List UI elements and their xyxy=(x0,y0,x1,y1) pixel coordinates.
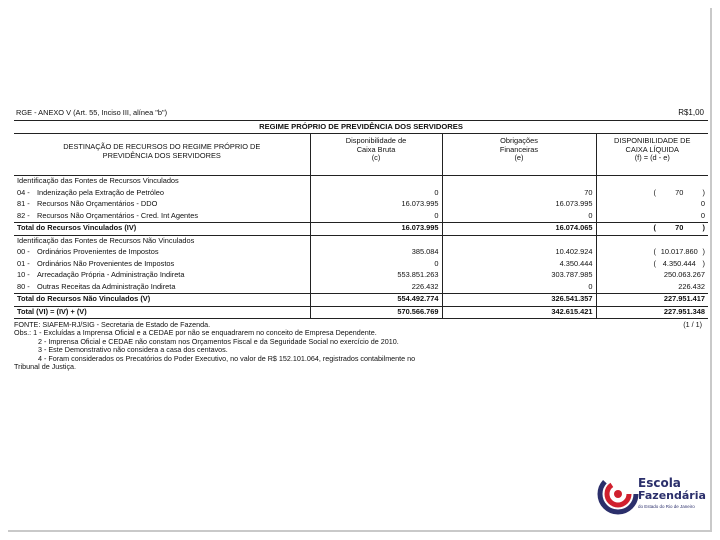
net-cash-value: 226.432 xyxy=(678,281,705,291)
total-gross-cash: 554.492.774 xyxy=(310,294,442,307)
total-obligations: 16.074.065 xyxy=(442,223,596,236)
total-net-cash: ( 70 ) xyxy=(596,223,708,236)
section-row-unlinked xyxy=(14,235,708,247)
row-label-cell xyxy=(14,199,310,211)
col-header-gross-cash-l1: Disponibilidade de xyxy=(345,136,407,145)
net-cash-value: 0 xyxy=(700,210,705,220)
row-label-cell xyxy=(14,270,310,282)
net-cash-cell xyxy=(596,211,708,223)
net-cash-value: 70 xyxy=(675,187,684,197)
table-row xyxy=(14,270,708,282)
total-label: Total do Recursos Não Vinculados (V) xyxy=(14,294,310,307)
table-row xyxy=(14,259,708,271)
fund-code: 00 - xyxy=(17,247,30,257)
table-row xyxy=(14,247,708,259)
fund-label: Recursos Não Orçamentários - Cred. Int Agentes xyxy=(37,210,199,220)
obligations-value: 70 xyxy=(442,188,596,200)
gross-cash-value: 226.432 xyxy=(310,282,442,294)
gross-cash-value: 0 xyxy=(310,259,442,271)
net-cash-value: 10.017.860 xyxy=(660,247,698,257)
col-header-obligations xyxy=(442,134,596,176)
table-row xyxy=(14,211,708,223)
gross-cash-value: 0 xyxy=(310,211,442,223)
fund-code: 10 - xyxy=(17,270,30,280)
col-header-obligations-l2: Financeiras xyxy=(499,144,539,154)
fund-label: Recursos Não Orçamentários - DDO xyxy=(37,199,158,209)
gross-cash-value: 16.073.995 xyxy=(310,199,442,211)
table-title: REGIME PRÓPRIO DE PREVIDÊNCIA DOS SERVIDORES xyxy=(14,121,708,134)
fund-code: 82 - xyxy=(17,210,30,220)
net-cash-cell xyxy=(596,199,708,211)
col-header-net-cash-l3: (f) = (d - e) xyxy=(634,153,670,163)
unlinked-resources-rows xyxy=(14,247,708,294)
total-label: Total (VI) = (IV) + (V) xyxy=(14,306,310,319)
obligations-value: 0 xyxy=(442,282,596,294)
grand-total-row xyxy=(14,306,708,319)
row-label-cell xyxy=(14,211,310,223)
footnotes xyxy=(14,321,708,372)
obligations-value: 303.787.985 xyxy=(442,270,596,282)
fund-label: Arrecadação Própria - Administração Indireta xyxy=(37,270,185,280)
total-label: Total do Recursos Vinculados (IV) xyxy=(14,223,310,236)
fund-label: Ordinários Não Provenientes de Impostos xyxy=(37,258,175,268)
col-header-obligations-l3: (e) xyxy=(514,153,524,163)
col-header-net-cash-l2: CAIXA LÍQUIDA xyxy=(625,144,679,154)
obligations-value: 10.402.924 xyxy=(442,247,596,259)
total-gross-cash: 16.073.995 xyxy=(310,223,442,236)
logo-line-1: Escola xyxy=(638,476,681,490)
col-header-destination xyxy=(14,134,310,176)
fund-code: 01 - xyxy=(17,258,30,268)
net-cash-cell: ( 4.350.444 ) xyxy=(596,259,708,271)
gross-cash-value: 0 xyxy=(310,188,442,200)
table-row xyxy=(14,188,708,200)
net-cash-value: 250.063.267 xyxy=(663,270,705,280)
section-label: Identificação das Fontes de Recursos Vinculados xyxy=(17,176,179,186)
fund-code: 04 - xyxy=(17,187,30,197)
section-label: Identificação das Fontes de Recursos Não Vinculados xyxy=(17,235,195,245)
note-2: 2 - Imprensa Oficial e CEDAE não constam nos Orçamentos Fiscal e da Seguridade Social no exercício de 2010. xyxy=(38,336,399,346)
page-indicator: (1 / 1) xyxy=(683,320,702,329)
row-label-cell xyxy=(14,188,310,200)
net-cash-cell: ( 70 ) xyxy=(596,188,708,200)
report-header xyxy=(14,108,708,120)
document-page xyxy=(14,108,708,372)
rpps-table xyxy=(14,120,708,319)
net-cash-cell: ( 10.017.860 ) xyxy=(596,247,708,259)
row-label-cell xyxy=(14,282,310,294)
logo-swirl-icon xyxy=(596,472,640,516)
total-gross-cash: 570.566.769 xyxy=(310,306,442,319)
total-obligations: 342.615.421 xyxy=(442,306,596,319)
note-4: 4 - Foram considerados os Precatórios do Poder Executivo, no valor de R$ 152.101.064, registrados contabilmente no xyxy=(38,353,416,363)
currency-unit: R$1,00 xyxy=(678,108,704,117)
source-note: FONTE: SIAFEM-RJ/SIG - Secretaria de Estado de Fazenda. xyxy=(14,320,211,329)
col-header-obligations-l1: Obrigações xyxy=(500,136,538,145)
obligations-value: 0 xyxy=(442,211,596,223)
col-header-net-cash-l1: DISPONIBILIDADE DE xyxy=(614,136,691,145)
col-header-destination-l2: PREVIDÊNCIA DOS SERVIDORES xyxy=(102,150,221,160)
table-title-row xyxy=(14,121,708,134)
table-row xyxy=(14,199,708,211)
obligations-value: 16.073.995 xyxy=(442,199,596,211)
fund-code: 81 - xyxy=(17,199,30,209)
col-header-gross-cash-l3: (c) xyxy=(371,153,381,163)
logo-line-2: Fazendária xyxy=(638,489,706,502)
row-label-cell xyxy=(14,247,310,259)
net-cash-cell xyxy=(596,282,708,294)
col-header-gross-cash-l2: Caixa Bruta xyxy=(356,144,396,154)
gross-cash-value: 385.084 xyxy=(310,247,442,259)
net-cash-value: 0 xyxy=(700,199,705,209)
fund-label: Indenização pela Extração de Petróleo xyxy=(37,187,164,197)
report-annex-label: RGE - ANEXO V (Art. 55, Inciso III, alínea "b") xyxy=(16,108,168,117)
col-header-gross-cash xyxy=(310,134,442,176)
note-1: Obs.: 1 - Excluídas a Imprensa Oficial e a CEDAE por não se enquadrarem no conceito de Empresa Dependente. xyxy=(14,328,377,338)
total-net-cash: 227.951.417 xyxy=(596,294,708,307)
total-obligations: 326.541.357 xyxy=(442,294,596,307)
fund-code: 80 - xyxy=(17,281,30,291)
net-cash-value: 4.350.444 xyxy=(662,258,696,268)
net-cash-cell xyxy=(596,270,708,282)
table-row xyxy=(14,282,708,294)
total-row-unlinked xyxy=(14,294,708,307)
col-header-net-cash xyxy=(596,134,708,176)
fund-label: Ordinários Provenientes de Impostos xyxy=(37,247,159,257)
logo-line-3: do Estado do Rio de Janeiro xyxy=(638,504,695,509)
total-net-cash: 227.951.348 xyxy=(596,306,708,319)
obligations-value: 4.350.444 xyxy=(442,259,596,271)
note-3: 3 - Este Demonstrativo não considera a casa dos centavos. xyxy=(38,345,228,355)
linked-resources-rows xyxy=(14,188,708,223)
column-header-row xyxy=(14,134,708,176)
col-header-destination-l1: DESTINAÇÃO DE RECURSOS DO REGIME PRÓPRIO DE xyxy=(63,142,261,151)
note-4-continued: Tribunal de Justiça. xyxy=(14,362,77,372)
gross-cash-value: 553.851.263 xyxy=(310,270,442,282)
fund-label: Outras Receitas da Administração Indireta xyxy=(37,281,176,291)
total-row-linked xyxy=(14,223,708,236)
escola-fazendaria-logo xyxy=(596,472,714,518)
section-row-linked xyxy=(14,176,708,188)
row-label-cell xyxy=(14,259,310,271)
